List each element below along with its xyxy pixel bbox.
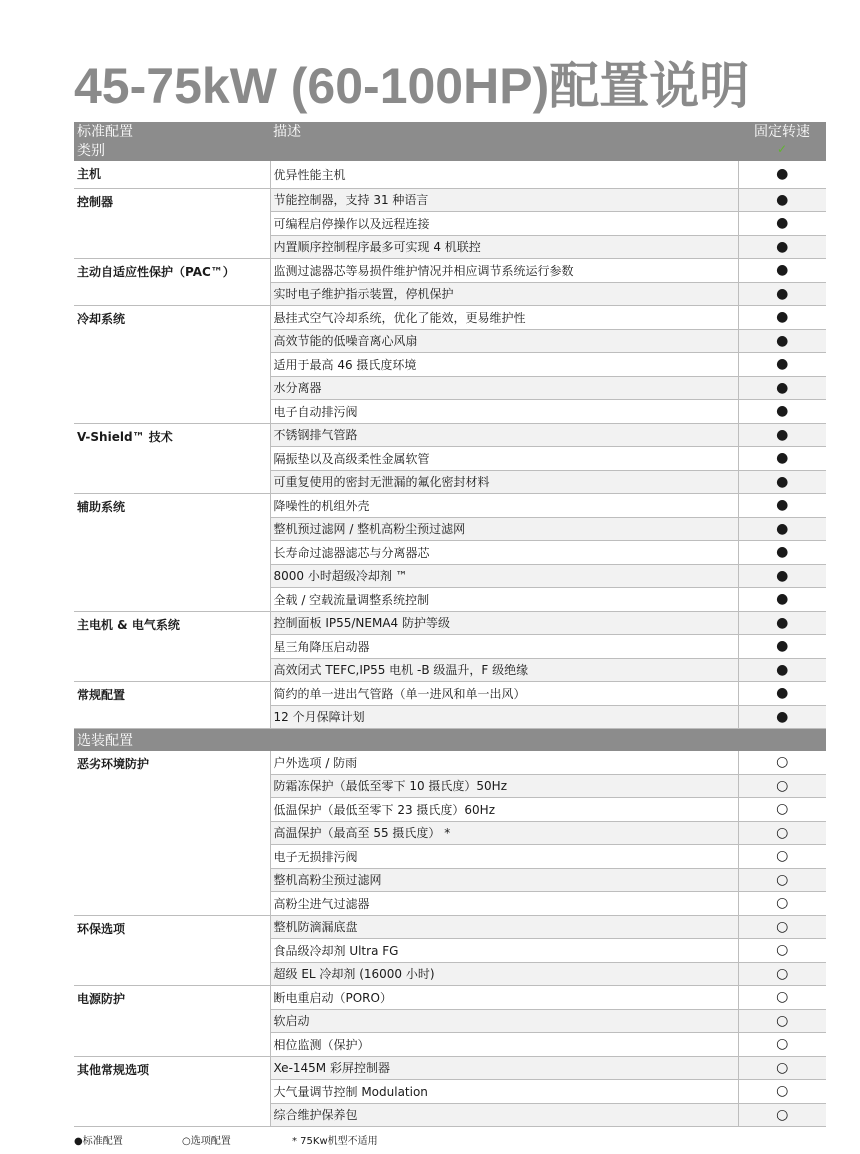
description-cell: 低温保护（最低至零下 23 摄氏度）60Hz: [270, 798, 738, 822]
description-cell: 节能控制器，支持 31 种语言: [270, 188, 738, 212]
description-cell: 整机预过滤网 / 整机高粉尘预过滤网: [270, 517, 738, 541]
standard-mark-icon: ●: [738, 682, 826, 706]
description-cell: 整机防滴漏底盘: [270, 915, 738, 939]
standard-mark-icon: ●: [738, 611, 826, 635]
optional-mark-icon: ○: [738, 1033, 826, 1057]
standard-mark-icon: ●: [738, 588, 826, 612]
page-title: 45-75kW (60-100HP)配置说明: [74, 58, 750, 114]
legend-optional: ○选项配置: [182, 1136, 231, 1147]
optional-mark-icon: ○: [738, 986, 826, 1010]
description-cell: 电子自动排污阀: [270, 400, 738, 424]
description-cell: 断电重启动（PORO）: [270, 986, 738, 1010]
category-cell: 辅助系统: [74, 494, 270, 612]
header-fixed-speed: [738, 122, 826, 161]
description-cell: 高效节能的低噪音离心风扇: [270, 329, 738, 353]
description-cell: 食品级冷却剂 Ultra FG: [270, 939, 738, 963]
config-table: [74, 122, 826, 1127]
description-cell: 降噪性的机组外壳: [270, 494, 738, 518]
category-cell: 主机: [74, 161, 270, 188]
description-cell: 隔振垫以及高级柔性金属软管: [270, 447, 738, 471]
standard-mark-icon: ●: [738, 564, 826, 588]
standard-mark-icon: ●: [738, 447, 826, 471]
description-cell: 大气量调节控制 Modulation: [270, 1080, 738, 1104]
description-cell: 可重复使用的密封无泄漏的氟化密封材料: [270, 470, 738, 494]
description-cell: 电子无损排污阀: [270, 845, 738, 869]
optional-mark-icon: ○: [738, 962, 826, 986]
legend-standard: ●标准配置: [74, 1136, 123, 1147]
optional-section-row: [74, 729, 826, 752]
optional-mark-icon: ○: [738, 1080, 826, 1104]
description-cell: Xe-145M 彩屏控制器: [270, 1056, 738, 1080]
optional-mark-icon: ○: [738, 892, 826, 916]
description-cell: 长寿命过滤器滤芯与分离器芯: [270, 541, 738, 565]
optional-mark-icon: ○: [738, 1009, 826, 1033]
description-cell: 户外选项 / 防雨: [270, 751, 738, 774]
standard-mark-icon: ●: [738, 541, 826, 565]
standard-mark-icon: ●: [738, 470, 826, 494]
standard-mark-icon: ●: [738, 235, 826, 259]
table-row: [74, 306, 826, 330]
table-row: [74, 188, 826, 212]
legend-note: * 75Kw机型不适用: [292, 1136, 378, 1147]
table-header-row: [74, 122, 826, 161]
table-row: [74, 751, 826, 774]
description-cell: 实时电子维护指示装置，停机保护: [270, 282, 738, 306]
header-fixed-speed-text: 固定转速: [754, 124, 810, 140]
standard-mark-icon: ●: [738, 376, 826, 400]
optional-mark-icon: ○: [738, 915, 826, 939]
standard-mark-icon: ●: [738, 353, 826, 377]
category-cell: 环保选项: [74, 915, 270, 986]
optional-mark-icon: ○: [738, 1056, 826, 1080]
description-cell: 高温保护（最高至 55 摄氏度） *: [270, 821, 738, 845]
optional-mark-icon: ○: [738, 751, 826, 774]
standard-mark-icon: ●: [738, 306, 826, 330]
description-cell: 水分离器: [270, 376, 738, 400]
table-row: [74, 682, 826, 706]
description-cell: 全载 / 空载流量调整系统控制: [270, 588, 738, 612]
table-row: [74, 494, 826, 518]
standard-mark-icon: ●: [738, 259, 826, 283]
description-cell: 高粉尘进气过滤器: [270, 892, 738, 916]
standard-mark-icon: ●: [738, 212, 826, 236]
header-std-category-text: 标准配置 类别: [77, 124, 133, 159]
standard-mark-icon: ●: [738, 282, 826, 306]
optional-mark-icon: ○: [738, 774, 826, 798]
check-icon: ✓: [776, 142, 788, 156]
description-cell: 内置顺序控制程序最多可实现 4 机联控: [270, 235, 738, 259]
standard-mark-icon: ●: [738, 705, 826, 729]
category-cell: 恶劣环境防护: [74, 751, 270, 915]
table-row: [74, 423, 826, 447]
category-cell: 常规配置: [74, 682, 270, 729]
description-cell: 监测过滤器芯等易损件维护情况并相应调节系统运行参数: [270, 259, 738, 283]
header-description: 描述: [270, 122, 738, 161]
description-cell: 8000 小时超级冷却剂 ™: [270, 564, 738, 588]
category-cell: 主动自适应性保护（PAC™）: [74, 259, 270, 306]
standard-mark-icon: ●: [738, 161, 826, 188]
description-cell: 适用于最高 46 摄氏度环境: [270, 353, 738, 377]
description-cell: 简约的单一进出气管路（单一进风和单一出风）: [270, 682, 738, 706]
optional-mark-icon: ○: [738, 939, 826, 963]
description-cell: 控制面板 IP55/NEMA4 防护等级: [270, 611, 738, 635]
header-std-category: [74, 122, 270, 161]
description-cell: 高效闭式 TEFC,IP55 电机 -B 级温升，F 级绝缘: [270, 658, 738, 682]
table-row: [74, 611, 826, 635]
category-cell: 冷却系统: [74, 306, 270, 424]
description-cell: 12 个月保障计划: [270, 705, 738, 729]
description-cell: 相位监测（保护）: [270, 1033, 738, 1057]
standard-mark-icon: ●: [738, 400, 826, 424]
optional-mark-icon: ○: [738, 845, 826, 869]
description-cell: 超级 EL 冷却剂 (16000 小时): [270, 962, 738, 986]
optional-mark-icon: ○: [738, 868, 826, 892]
description-cell: 悬挂式空气冷却系统，优化了能效，更易维护性: [270, 306, 738, 330]
standard-mark-icon: ●: [738, 517, 826, 541]
description-cell: 不锈钢排气管路: [270, 423, 738, 447]
table-row: [74, 259, 826, 283]
standard-mark-icon: ●: [738, 635, 826, 659]
standard-mark-icon: ●: [738, 329, 826, 353]
category-cell: 电源防护: [74, 986, 270, 1057]
table-row: [74, 161, 826, 188]
category-cell: 主电机 & 电气系统: [74, 611, 270, 682]
description-cell: 整机高粉尘预过滤网: [270, 868, 738, 892]
description-cell: 综合维护保养包: [270, 1103, 738, 1127]
description-cell: 优异性能主机: [270, 161, 738, 188]
optional-mark-icon: ○: [738, 821, 826, 845]
description-cell: 星三角降压启动器: [270, 635, 738, 659]
table-row: [74, 1056, 826, 1080]
standard-mark-icon: ●: [738, 658, 826, 682]
optional-section-title: 选装配置: [74, 729, 826, 752]
table-row: [74, 986, 826, 1010]
description-cell: 可编程启停操作以及远程连接: [270, 212, 738, 236]
category-cell: V-Shield™ 技术: [74, 423, 270, 494]
standard-mark-icon: ●: [738, 423, 826, 447]
description-cell: 防霜冻保护（最低至零下 10 摄氏度）50Hz: [270, 774, 738, 798]
description-cell: 软启动: [270, 1009, 738, 1033]
standard-mark-icon: ●: [738, 494, 826, 518]
optional-mark-icon: ○: [738, 798, 826, 822]
optional-mark-icon: ○: [738, 1103, 826, 1127]
config-table-body: [74, 122, 826, 1127]
standard-mark-icon: ●: [738, 188, 826, 212]
category-cell: 其他常规选项: [74, 1056, 270, 1127]
category-cell: 控制器: [74, 188, 270, 259]
table-row: [74, 915, 826, 939]
